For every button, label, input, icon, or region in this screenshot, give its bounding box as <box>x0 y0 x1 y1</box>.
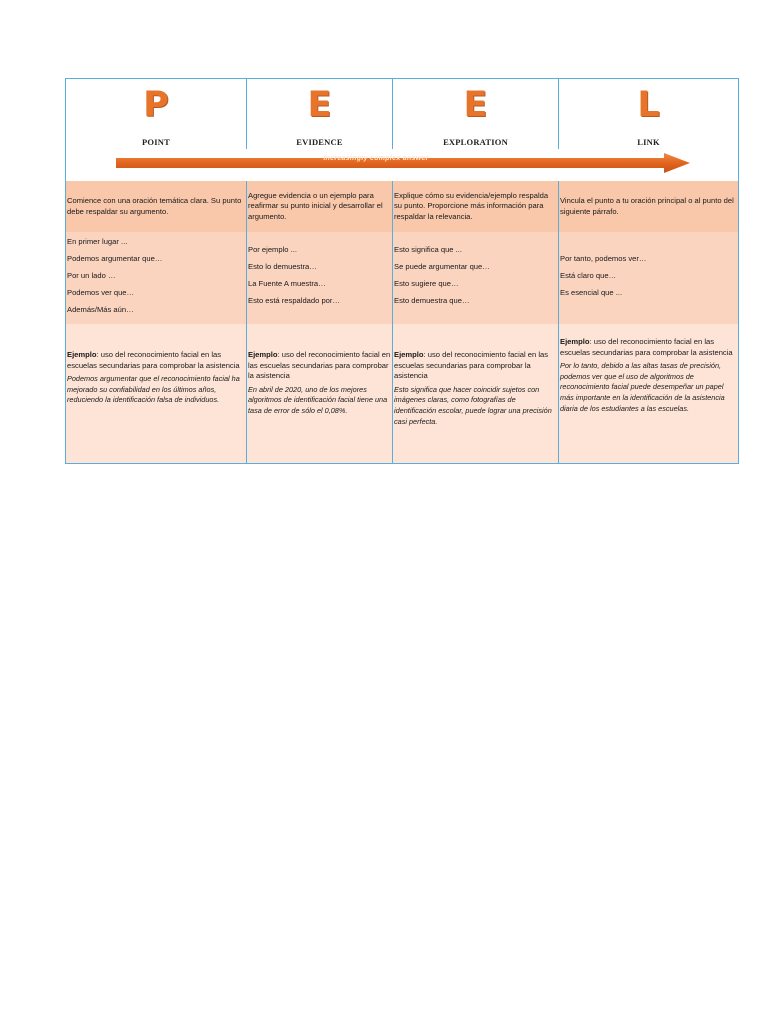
word-exploration: EXPLORATION <box>443 137 508 147</box>
example-label: Ejemplo <box>394 350 424 359</box>
instruction-text: Vincula el punto a tu oración principal o al punto del siguiente párrafo. <box>560 195 734 216</box>
example-evidence <box>247 324 393 463</box>
example-label: Ejemplo <box>67 350 97 359</box>
instruction-exploration <box>393 181 559 232</box>
instruction-text: Comience con una oración temática clara. Su punto debe respaldar su argumento. <box>67 195 242 216</box>
example-topic: : uso del reconocimiento facial en las escuelas secundarias para comprobar la asistencia <box>67 350 240 370</box>
example-exploration <box>393 324 559 463</box>
example-topic: : uso del reconocimiento facial en las escuelas secundarias para comprobar la asistencia <box>394 350 549 381</box>
header-link <box>559 79 738 149</box>
header-evidence <box>247 79 392 149</box>
example-label: Ejemplo <box>560 337 590 346</box>
example-point <box>66 324 247 463</box>
instruction-text: Explique cómo su evidencia/ejemplo respalda su punto. Proporcione más información para respaldar la relevancia. <box>394 190 549 221</box>
instructions-row <box>66 181 738 232</box>
phrase: Esto sugiere que… <box>394 278 459 288</box>
examples-row <box>66 324 738 463</box>
letter-p: P <box>143 85 169 125</box>
example-topic: : uso del reconocimiento facial en las escuelas secundarias para comprobar la asistencia <box>248 350 391 381</box>
example-label: Ejemplo <box>248 350 278 359</box>
phrase: Esto significa que ... <box>394 245 462 254</box>
phrase: Se puede argumentar que… <box>394 261 490 271</box>
phrase: Podemos ver que… <box>67 287 135 297</box>
phrase: Por ejemplo ... <box>248 245 297 254</box>
phrase: En primer lugar ... <box>67 237 128 246</box>
example-body: En abril de 2020, uno de los mejores algoritmos de identificación facial tiene una tasa de error de sólo el 0,08%. <box>248 384 388 415</box>
example-body: Por lo tanto, debido a las altas tasas de precisión, podemos ver que el uso de algoritmos de reconocimiento facial puede desempeñar un papel más importante en la identificación de la asistencia diaria de los estudiantes a las escuelas. <box>560 361 725 413</box>
instruction-evidence <box>247 181 393 232</box>
phrases-point <box>66 232 247 324</box>
example-title <box>67 350 245 371</box>
peel-table <box>65 78 739 464</box>
phrases-evidence <box>247 232 393 324</box>
example-title <box>248 350 391 382</box>
peel-header <box>66 79 738 181</box>
phrase: Esto lo demuestra… <box>248 261 317 271</box>
instruction-link <box>559 181 738 232</box>
phrases-exploration <box>393 232 559 324</box>
example-topic: : uso del reconocimiento facial en las escuelas secundarias para comprobar la asistencia <box>560 337 733 357</box>
phrase: Esto demuestra que… <box>394 295 470 305</box>
header-point <box>66 79 246 149</box>
phrases-link <box>559 232 738 324</box>
phrases-row <box>66 232 738 324</box>
example-body: Podemos argumentar que el reconocimiento facial ha mejorado su confiabilidad en los últimos años, reduciendo la identificación falsa de individuos. <box>67 374 240 405</box>
example-body: Esto significa que hacer coincidir sujetos con imágenes claras, como fotografías de identificación escolar, puede lograr una precisión casi perfecta. <box>394 384 552 426</box>
header-exploration <box>393 79 558 149</box>
phrase: La Fuente A muestra… <box>248 278 326 288</box>
word-point: POINT <box>142 137 170 147</box>
example-title <box>394 350 557 382</box>
example-title <box>560 337 737 358</box>
instruction-text: Agregue evidencia o un ejemplo para reafirmar su punto inicial y desarrollar el argumento. <box>248 190 383 221</box>
phrase: Es esencial que ... <box>560 287 623 297</box>
phrase: Podemos argumentar que… <box>67 253 163 263</box>
word-link: LINK <box>637 137 660 147</box>
phrase: Está claro que… <box>560 270 617 280</box>
word-evidence: EVIDENCE <box>296 137 343 147</box>
instruction-point <box>66 181 247 232</box>
phrase: Además/Más aún… <box>67 304 134 314</box>
example-link <box>559 324 738 463</box>
letter-e: E <box>463 85 488 125</box>
letter-e: E <box>307 85 332 125</box>
phrase: Esto está respaldado por… <box>248 295 341 305</box>
phrase: Por tanto, podemos ver… <box>560 254 647 263</box>
phrase: Por un lado … <box>67 270 116 280</box>
arrow-label: Increasingly complex answer <box>323 155 429 162</box>
letter-l: L <box>637 85 660 125</box>
